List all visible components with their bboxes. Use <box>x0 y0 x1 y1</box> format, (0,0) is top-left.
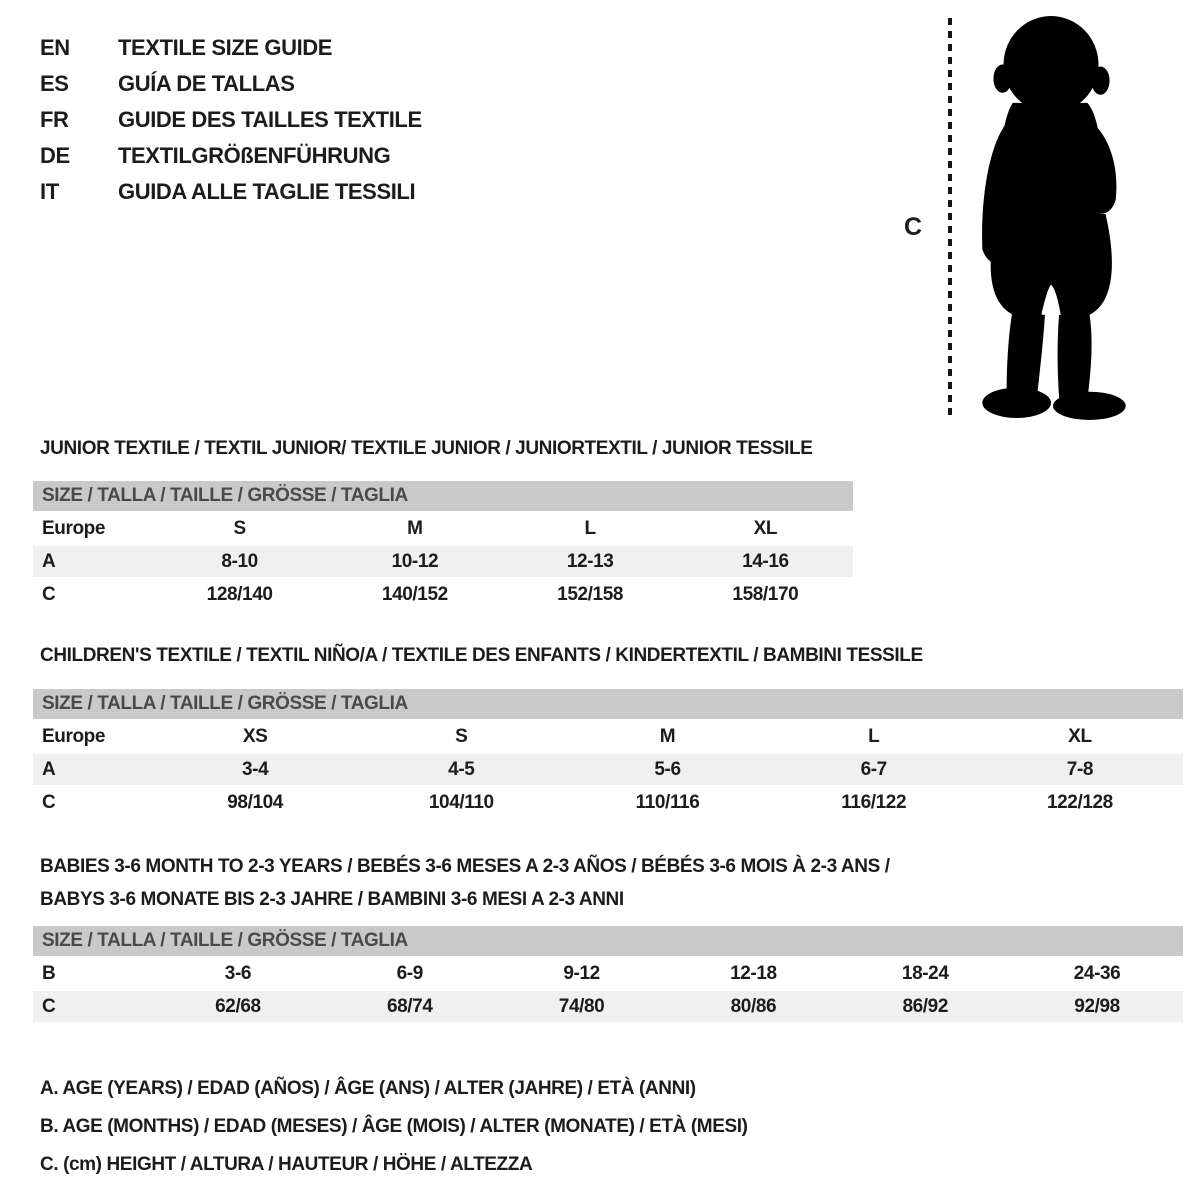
age-cell: 18-24 <box>901 963 949 984</box>
language-title-block <box>40 30 422 210</box>
legend-line-age-months: B. AGE (MONTHS) / EDAD (MESES) / ÂGE (MOIS) / ALTER (MONATE) / ETÀ (MESI) <box>40 1116 748 1137</box>
legend-line-height: C. (cm) HEIGHT / ALTURA / HAUTEUR / HÖHE / ALTEZZA <box>40 1154 533 1175</box>
age-cell: 14-16 <box>742 551 789 572</box>
table-row-europe <box>33 721 1183 752</box>
junior-section-title: JUNIOR TEXTILE / TEXTIL JUNIOR/ TEXTILE JUNIOR / JUNIORTEXTIL / JUNIOR TESSILE <box>40 438 813 459</box>
language-code-de: DE <box>40 143 70 168</box>
babies-size-table <box>33 926 1183 1022</box>
age-cell: 12-13 <box>566 551 614 572</box>
row-label: A <box>42 759 56 780</box>
age-cell: 8-10 <box>221 551 258 572</box>
age-cell: 5-6 <box>654 759 681 780</box>
height-cell: 122/128 <box>1046 792 1113 813</box>
height-cell: 128/140 <box>206 584 273 605</box>
guide-title-it: GUIDA ALLE TAGLIE TESSILI <box>118 179 416 204</box>
row-label: C <box>42 792 56 813</box>
size-cell: M <box>659 726 676 747</box>
height-cell: 104/110 <box>428 792 494 813</box>
age-cell: 6-9 <box>396 963 423 984</box>
language-code-en: EN <box>40 35 70 60</box>
age-cell: 7-8 <box>1066 759 1094 780</box>
row-label: B <box>42 963 56 984</box>
size-cell: XS <box>242 726 268 747</box>
height-cell: 86/92 <box>902 996 948 1017</box>
guide-title-de: TEXTILGRÖßENFÜHRUNG <box>118 143 391 168</box>
row-label: C <box>42 996 56 1017</box>
size-cell: S <box>455 726 468 747</box>
height-cell: 152/158 <box>557 584 624 605</box>
language-row <box>40 138 422 174</box>
height-cell: 80/86 <box>730 996 777 1017</box>
size-header-bar: SIZE / TALLA / TAILLE / GRÖSSE / TAGLIA <box>33 481 853 511</box>
height-cell: 92/98 <box>1074 996 1120 1017</box>
row-label: A <box>42 551 56 572</box>
row-label: Europe <box>42 726 106 747</box>
size-cell: L <box>584 518 596 539</box>
table-row-height <box>33 787 1183 818</box>
height-measure-dashed-line <box>948 18 952 418</box>
guide-title-fr: GUIDE DES TAILLES TEXTILE <box>118 107 422 132</box>
age-cell: 3-6 <box>224 963 252 984</box>
height-cell: 62/68 <box>215 996 261 1017</box>
table-row-height <box>33 579 853 610</box>
toddler-silhouette <box>960 12 1140 420</box>
babies-title-line2: BABYS 3-6 MONATE BIS 2-3 JAHRE / BAMBINI 3-6 MESI A 2-3 ANNI <box>40 889 624 910</box>
language-code-fr: FR <box>40 107 69 132</box>
height-cell: 110/116 <box>635 792 700 813</box>
table-row-age <box>33 754 1183 785</box>
size-header-bar: SIZE / TALLA / TAILLE / GRÖSSE / TAGLIA <box>33 926 1183 956</box>
language-row <box>40 66 422 102</box>
age-cell: 6-7 <box>860 759 887 780</box>
language-row <box>40 102 422 138</box>
guide-title-en: TEXTILE SIZE GUIDE <box>118 35 333 60</box>
age-cell: 9-12 <box>563 963 600 984</box>
size-cell: XL <box>753 518 778 539</box>
language-row <box>40 30 422 66</box>
height-measure-label: C <box>904 213 923 241</box>
children-size-table <box>33 689 1183 818</box>
size-cell: M <box>407 518 423 539</box>
size-cell: XL <box>1068 726 1092 747</box>
row-label: Europe <box>42 518 106 539</box>
size-cell: S <box>233 518 246 539</box>
language-code-it: IT <box>40 179 59 204</box>
height-cell: 116/122 <box>841 792 907 813</box>
table-row-age <box>33 546 853 577</box>
language-code-es: ES <box>40 71 69 96</box>
children-section-title: CHILDREN'S TEXTILE / TEXTIL NIÑO/A / TEXTILE DES ENFANTS / KINDERTEXTIL / BAMBINI TESSILE <box>40 645 923 666</box>
height-cell: 74/80 <box>558 996 605 1017</box>
size-cell: L <box>868 726 880 747</box>
table-row-age-months <box>33 958 1183 989</box>
language-row <box>40 174 422 210</box>
height-cell: 140/152 <box>381 584 448 605</box>
babies-title-line1: BABIES 3-6 MONTH TO 2-3 YEARS / BEBÉS 3-6 MESES A 2-3 AÑOS / BÉBÉS 3-6 MOIS À 2-3 ANS / <box>40 856 890 877</box>
height-cell: 98/104 <box>227 792 283 813</box>
age-cell: 4-5 <box>448 759 475 780</box>
age-cell: 12-18 <box>730 963 777 984</box>
legend-block <box>40 1070 748 1184</box>
table-row-europe <box>33 513 853 544</box>
legend-line-age-years: A. AGE (YEARS) / EDAD (AÑOS) / ÂGE (ANS) / ALTER (JAHRE) / ETÀ (ANNI) <box>40 1078 696 1099</box>
guide-title-es: GUÍA DE TALLAS <box>118 71 295 96</box>
table-row-height <box>33 991 1183 1022</box>
age-cell: 3-4 <box>241 759 269 780</box>
junior-size-table <box>33 481 853 610</box>
height-cell: 158/170 <box>732 584 799 605</box>
size-header-bar: SIZE / TALLA / TAILLE / GRÖSSE / TAGLIA <box>33 689 1183 719</box>
babies-section-title <box>40 856 890 911</box>
age-cell: 10-12 <box>391 551 439 572</box>
row-label: C <box>42 584 56 605</box>
height-cell: 68/74 <box>386 996 433 1017</box>
age-cell: 24-36 <box>1073 963 1121 984</box>
